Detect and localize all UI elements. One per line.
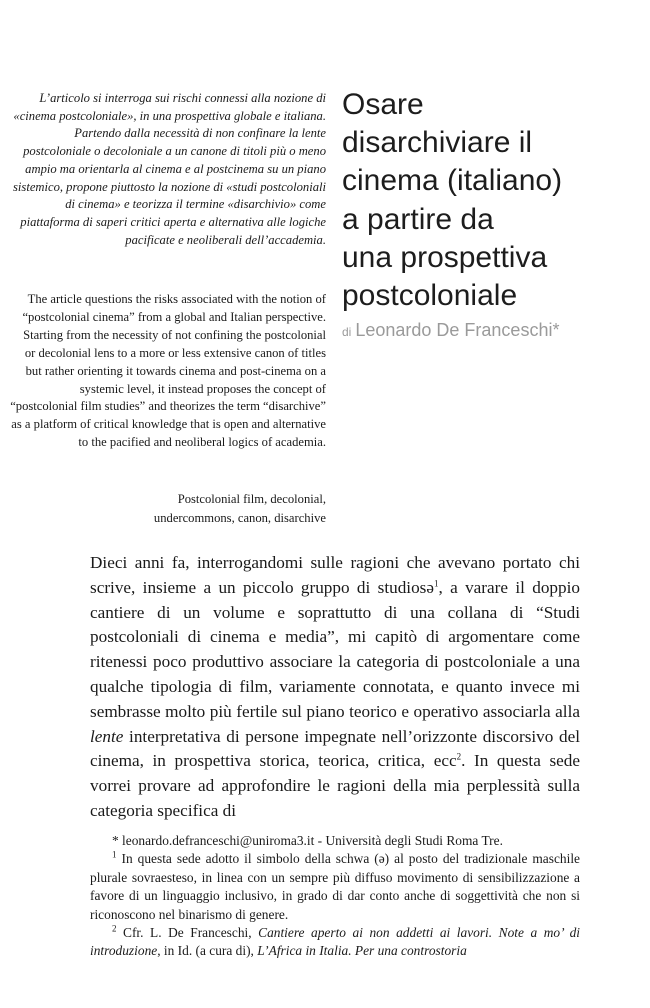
body-paragraph — [90, 551, 580, 824]
footnote-ref-1[interactable]: 1 — [433, 578, 439, 589]
keywords: Postcolonial film, decolonial, undercommons, canon, disarchive — [153, 492, 326, 525]
body-text-segment: interpretativa di persone impegnate nell’orizzonte discorsivo del cinema, in prospettiva storica, teorica, critica, ecc — [90, 726, 580, 771]
author-name: Leonardo De Franceschi* — [355, 320, 560, 340]
title-line: una prospettiva — [342, 240, 548, 274]
title-line: disarchiviare il — [342, 126, 533, 160]
body-text-segment: . In questa sede vorrei provare ad approfondire le ragioni della mia perplessità sulla categoria specifica di — [90, 751, 580, 820]
footnote-ref-2[interactable]: 2 — [456, 751, 462, 762]
footnotes — [90, 832, 580, 961]
abstract-english: The article questions the risks associated with the notion of “postcolonial cinema” from a global and Italian perspective. Starting from the necessity of not confining the postcolonial or decolonial lens to a more or less extensive canon of titles but rather orienting it towards cinema and post-cinema on a systemic level, it instead proposes the concept of “postcolonial film studies” and theorizes the term “disarchive” as a platform of critical knowledge that is open and alternative to the pacified and neoliberal logics of academia. — [10, 292, 326, 450]
abstract-italian: L’articolo si interroga sui rischi connessi alla nozione di «cinema postcoloniale», in una prospettiva globale e italiana. Partendo dalla necessità di non confinare la lente postcoloniale o decoloniale a un canone di titoli più o meno ampio ma orientarla al cinema e al postcinema su un piano sistemico, propone piuttosto la nozione di «studi postcoloniali di cinema» e teorizza il termine «disarchivio» come piattaforma di saperi critici aperta e alternativa alle logiche pacificate e neoliberali dell’accademia. — [13, 91, 326, 247]
title-line: postcoloniale — [342, 279, 518, 313]
footnote-2-title: Cantiere aperto ai non addetti ai lavori. Note a mo’ di introduzione — [90, 925, 581, 959]
footnote-author: * leonardo.defranceschi@uniroma3.it - Università degli Studi Roma Tre. — [112, 833, 503, 848]
footnote-1 — [90, 850, 580, 924]
title-line: a partire da — [342, 202, 494, 236]
body-text-segment: , a varare il doppio cantiere di un volume e soprattutto di una collana di “Studi postcoloniali di cinema e media”, mi capitò di argomentare come ritenessi poco produttivo associare la categoria di postcoloniale a una qualche tipologia di film, variamente connotata, e quanto invece mi sembrasse molto più fertile sul piano teorico e operativo associarla alla — [90, 577, 580, 721]
footnote-1-number: 1 — [112, 849, 117, 860]
byline-prefix: di — [342, 325, 352, 339]
byline — [342, 318, 642, 344]
article-title — [342, 86, 642, 315]
body-text-segment: Dieci anni fa, interrogandomi sulle ragioni che avevano portato chi scrive, insieme a un piccolo gruppo di studiosə — [90, 553, 580, 597]
body-emphasis: lente — [90, 726, 124, 746]
footnote-2-text: , in Id. (a cura di), — [157, 943, 258, 959]
title-line: Osare — [342, 88, 424, 121]
footnote-1-text: In questa sede adotto il simbolo della schwa (ə) al posto del tradizionale maschile plurale sovraesteso, in linea con un sempre più diffuso movimento di sensibilizzazione a favore di un linguaggio inclusivo, in grado di dar conto anche di soggettività che non si riconoscono nel binarismo di genere. — [90, 851, 580, 922]
footnote-2-text: Cfr. L. De Franceschi, — [116, 925, 259, 941]
footnote-2 — [90, 924, 580, 961]
footnote-2-book: L’Africa in Italia. Per una controstoria — [257, 943, 467, 959]
title-line: cinema (italiano) — [342, 164, 563, 198]
footnote-2-number: 2 — [112, 923, 117, 934]
